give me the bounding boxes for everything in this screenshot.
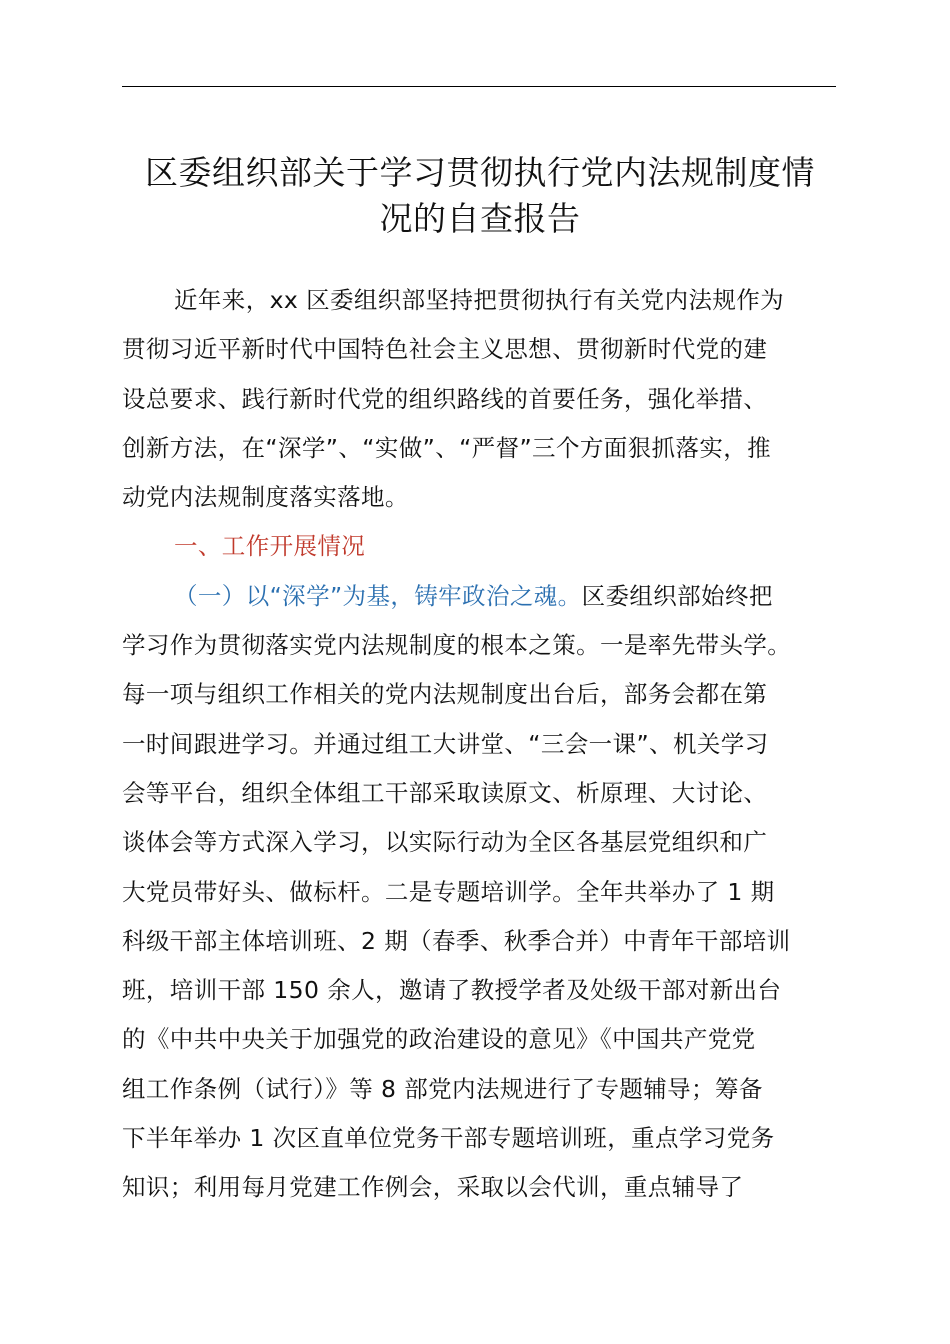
subsection-first-line — [122, 572, 842, 621]
body-line: 的《中共中央关于加强党的政治建设的意见》《中国共产党党 — [122, 1025, 756, 1054]
body-line: 班，培训干部 150 余人，邀请了教授学者及处级干部对新出台 — [122, 976, 782, 1005]
body-line: 大党员带好头、做标杆。二是专题培训学。全年共举办了 1 期 — [122, 877, 775, 906]
body-line: 会等平台，组织全体组工干部采取读原文、析原理、大讨论、 — [122, 778, 768, 807]
title-line: 区委组织部关于学习贯彻执行党内法规制度情 — [145, 153, 815, 192]
body-line: 组工作条例（试行）》等 8 部党内法规进行了专题辅导；筹备 — [122, 1074, 763, 1103]
body-line: 学习作为贯彻落实党内法规制度的根本之策。一是率先带头学。 — [122, 631, 792, 660]
body-line: 下半年举办 1 次区直单位党务干部专题培训班，重点学习党务 — [122, 1124, 775, 1153]
body-line: 谈体会等方式深入学习，以实际行动为全区各基层党组织和广 — [122, 828, 768, 857]
intro-line: 近年来，xx 区委组织部坚持把贯彻执行有关党内法规作为 — [174, 286, 785, 314]
header-rule — [122, 86, 836, 87]
intro-line: 创新方法，在“深学”、“实做”、“严督”三个方面狠抓落实，推 — [122, 433, 772, 462]
subsection-heading: （一）以“深学”为基，铸牢政治之魂。 — [174, 581, 582, 610]
body-line: 科级干部主体培训班、2 期（春季、秋季合并）中青年干部培训 — [122, 926, 791, 955]
intro-line: 贯彻习近平新时代中国特色社会主义思想、贯彻新时代党的建 — [122, 335, 768, 364]
document-title — [100, 150, 860, 242]
body-line: 一时间跟进学习。并通过组工大讲堂、“三会一课”、机关学习 — [122, 729, 769, 758]
subsection-text: 区委组织部始终把 — [581, 581, 773, 610]
intro-line: 动党内法规制度落实落地。 — [122, 483, 409, 512]
intro-line: 设总要求、践行新时代党的组织路线的首要任务，强化举措、 — [122, 384, 768, 413]
body-line: 知识；利用每月党建工作例会，采取以会代训，重点辅导了 — [122, 1173, 744, 1202]
body-line: 每一项与组织工作相关的党内法规制度出台后，部务会都在第 — [122, 680, 768, 709]
title-line: 况的自查报告 — [379, 199, 581, 238]
document-body — [122, 276, 842, 1213]
section-heading: 一、工作开展情况 — [174, 532, 366, 561]
